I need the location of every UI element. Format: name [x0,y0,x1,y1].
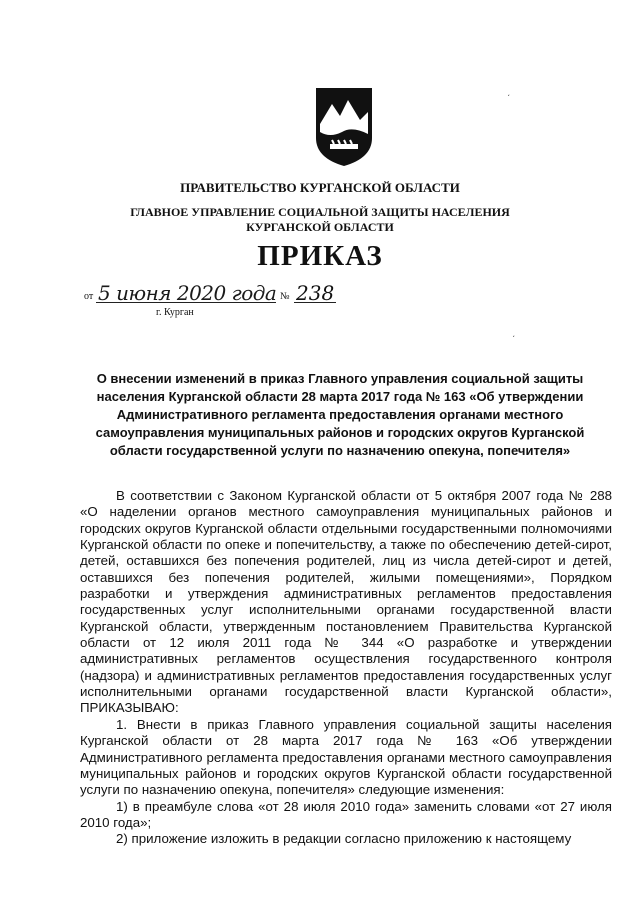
document-type-title: ПРИКАЗ [257,240,383,272]
body-paragraph: 2) приложение изложить в редакции согласно приложению к настоящему [116,831,572,847]
org-name-line: КУРГАНСКОЙ ОБЛАСТИ [246,220,394,234]
coat-of-arms-emblem [312,86,376,168]
date-underline [96,302,276,303]
city-name: г. Курган [156,307,194,318]
body-paragraph: 1. Внести в приказ Главного управления социальной защиты населения Курганской области от 28 марта 2017 года № 163 «Об утверждении Административного регламента предоставления органами местного самоуправления муниципальных районов и городских округов Курганской области государственной услуги по назначению опекуна, попечителя» следующие изменения: [80,716,612,798]
org-name-line: ГЛАВНОЕ УПРАВЛЕНИЕ СОЦИАЛЬНОЙ ЗАЩИТЫ НАСЕЛЕНИЯ [130,205,510,219]
handwritten-date: 5 июня 2020 года [98,281,277,305]
scan-mark: ˏ [507,86,510,96]
number-label: № [280,291,290,302]
org-name-department [0,205,640,235]
date-prefix: от [84,291,94,302]
org-name-government: ПРАВИТЕЛЬСТВО КУРГАНСКОЙ ОБЛАСТИ [180,180,460,195]
number-underline [294,302,336,303]
document-body [80,488,612,848]
document-subject: О внесении изменений в приказ Главного управления социальной защиты населения Курганской области 28 марта 2017 года № 163 «Об утверждении Административного регламента предоставления органами местного самоуправления муниципальных районов и городских округов Курганской области государственной услуги по назначению опекуна, попечителя» [95,371,585,458]
body-paragraph: В соответствии с Законом Курганской области от 5 октября 2007 года № 288 «О наделении органов местного самоуправления муниципальных районов и городских округов Курганской области отдельными государственными полномочиями Курганской области по опеке и попечительству, а также по обеспечению детей-сирот, детей, оставшихся без попечения родителей, лиц из числа детей-сирот и детей, оставшихся без попечения родителей, жилыми помещениями», Порядком разработки и утверждения административных регламентов предоставления государственных услуг исполнительными органами государственной власти Курганской области, утвержденным постановлением Правительства Курганской области от 12 июля 2011 года № 344 «О разработке и утверждении административных регламентов осуществления государственного контроля (надзора) и административных регламентов предоставления государственных услуг исполнительными органами государственной власти Курганской области», ПРИКАЗЫВАЮ: [80,488,612,716]
scan-mark: ˏ [512,327,515,337]
document-dateline [84,281,384,325]
body-paragraph: 1) в преамбуле слова «от 28 июля 2010 года» заменить словами «от 27 июля 2010 года»; [80,798,612,830]
handwritten-number: 238 [296,281,335,305]
